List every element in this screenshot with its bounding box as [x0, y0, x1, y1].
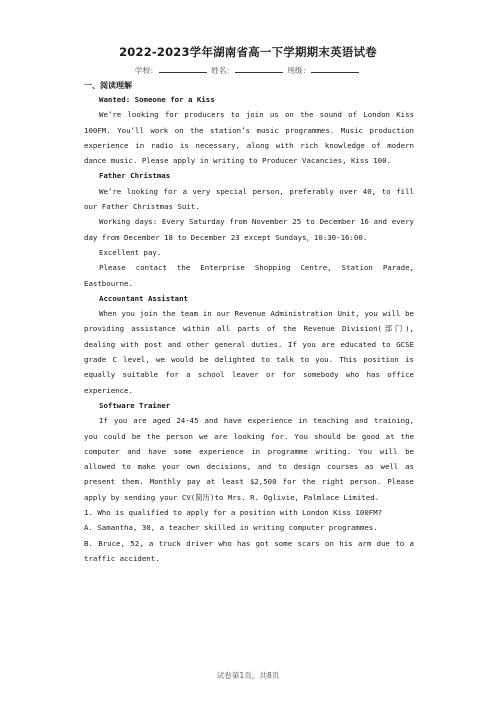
paragraph: We’re looking for producers to join us on the sound of London Kiss 100FM. You’ll work on the station’s music programmes. Music production experience in radio is necessary, along with rich knowledge of modern dance music. Please apply in writing to Producer Vacancies, Kiss 100.	[84, 110, 414, 166]
paragraph: If you are aged 24-45 and have experience in teaching and training, you could be the person we are looking for. You should be good at the computer and have some experience in programme writing. You will be allowed to make your own decisions, and to design courses as well as present them. Monthly pay at least $2,500 for the right person. Please apply by sending your CV(简历)to Mrs. R. Oglivie, Palmlace Limited.	[84, 416, 414, 502]
school-label: 学校：	[134, 66, 158, 75]
name-blank	[235, 65, 283, 73]
paragraph: Please contact the Enterprise Shopping Centre, Station Parade, Eastbourne.	[84, 263, 414, 288]
class-blank	[311, 65, 359, 73]
question-line: A. Samantha, 30, a teacher skilled in writing computer programmes.	[84, 523, 378, 533]
class-label: 班级：	[287, 66, 311, 75]
page-title: 2022-2023学年湖南省高一下学期期末英语试卷	[119, 45, 377, 59]
ad-heading: Accountant Assistant	[99, 293, 188, 303]
paragraph: We’re looking for a very special person, preferably over 40, to fill our Father Christmas Suit.	[84, 186, 414, 212]
page-footer: 试卷第1页，共8页	[216, 671, 280, 680]
paragraph: When you join the team in our Revenue Administration Unit, you will be providing assistance within all parts of the Revenue Division(部门), dealing with post and other general duties. If you are educated to GCSE grade C level, we would be delighted to talk to you. This position is equally suitable for a school leaver or for somebody who has office experience.	[84, 309, 414, 395]
ad-heading: Father Christmas	[99, 171, 171, 181]
question-line: B. Bruce, 52, a truck driver who has got some scars on his arm due to a traffic accident.	[84, 538, 414, 563]
paragraph: Excellent pay.	[99, 247, 162, 257]
ad-heading: Wanted: Someone for a Kiss	[99, 95, 215, 104]
section-heading: 一、阅读理解	[84, 81, 132, 90]
name-label: 姓名：	[211, 66, 234, 75]
ad-heading: Software Trainer	[99, 400, 171, 410]
question-line: 1. Who is qualified to apply for a position with London Kiss 100FM?	[84, 508, 383, 518]
paragraph: Working days: Every Saturday from November 25 to December 16 and every day from December 18 to December 23 except Sundays，10:30-16:00.	[84, 217, 414, 242]
student-info-line	[0, 65, 496, 76]
school-blank	[159, 65, 207, 73]
passage-body	[84, 92, 414, 566]
